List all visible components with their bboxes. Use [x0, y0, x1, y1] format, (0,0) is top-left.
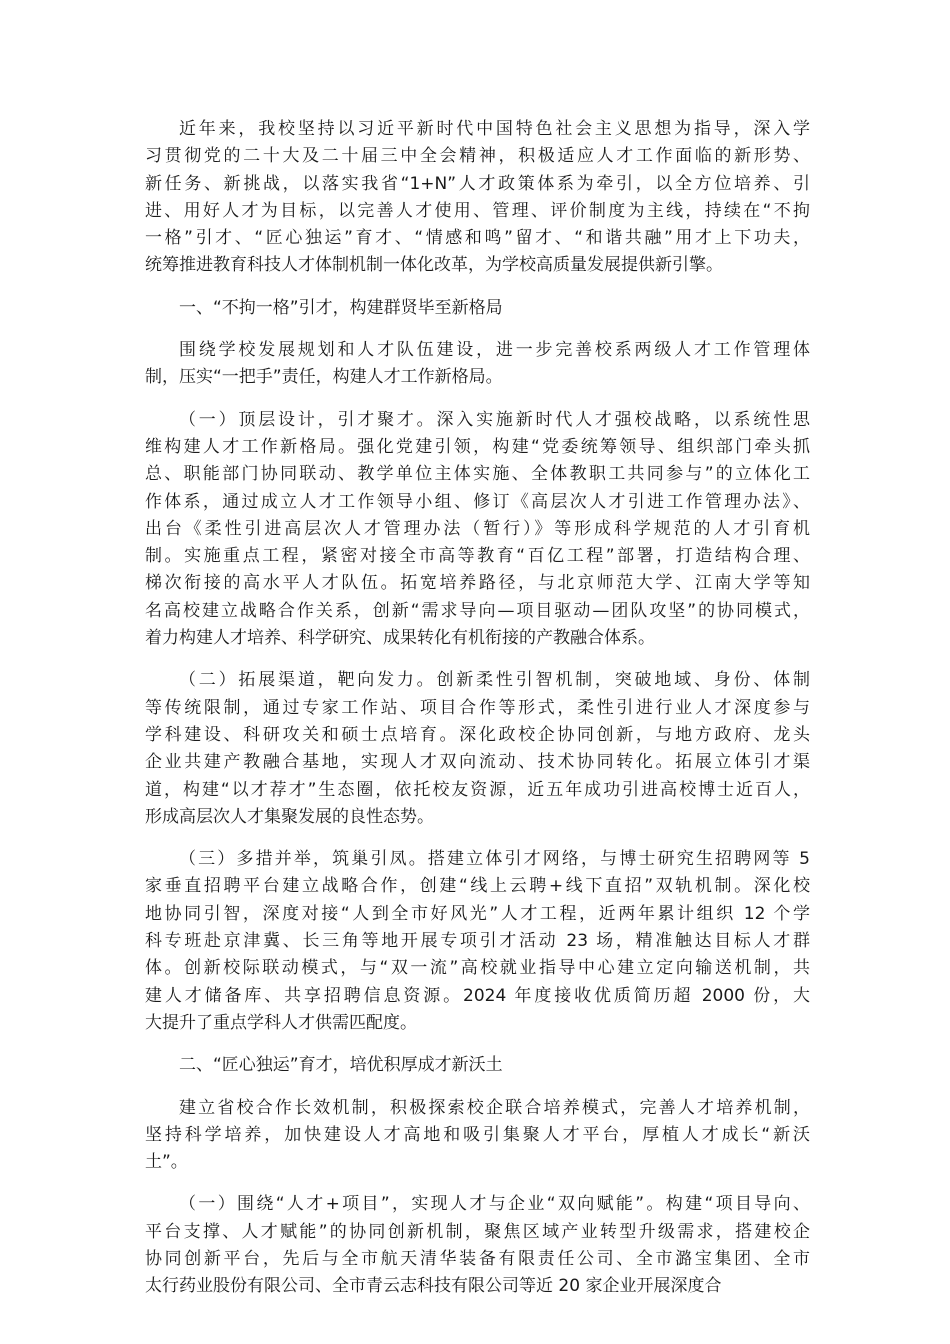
text-line: 太行药业股份有限公司、全市青云志科技有限公司等近 20 家企业开展深度合	[145, 1276, 722, 1297]
text-line: 制，压实“一把手”责任，构建人才工作新格局。	[145, 367, 503, 388]
text-line: 建立省校合作长效机制，积极探索校企联合培养模式，完善人才培养机制，	[179, 1097, 810, 1118]
text-line: 围绕学校发展规划和人才队伍建设，进一步完善校系两级人才工作管理体	[179, 340, 810, 361]
text-line: （二）拓展渠道，靶向发力。创新柔性引智机制，突破地域、身份、体制	[179, 670, 810, 691]
text-line: 近年来，我校坚持以习近平新时代中国特色社会主义思想为指导，深入学	[179, 119, 810, 139]
text-line: 统筹推进教育科技人才体制机制一体化改革，为学校高质量发展提供新引擎。	[145, 255, 723, 276]
text-line: 企业共建产教融合基地，实现人才双向流动、技术协同转化。拓展立体引才渠	[145, 752, 810, 773]
text-line: 学科建设、科研攻关和硕士点培育。深化政校企协同创新，与地方政府、龙头	[145, 724, 810, 745]
text-line: （一）顶层设计，引才聚才。深入实施新时代人才强校战略，以系统性思	[179, 409, 810, 430]
paragraph	[145, 407, 810, 653]
text-line: 进、用好人才为目标，以完善人才使用、管理、评价制度为主线，持续在“不拘	[145, 200, 810, 221]
text-line: 地协同引智，深度对接“人到全市好风光”人才工程，近两年累计组织 12 个学	[145, 903, 810, 924]
text-line: 梯次衔接的高水平人才队伍。拓宽培养路径，与北京师范大学、江南大学等知	[145, 573, 810, 594]
text-line: 作体系，通过成立人才工作领导小组、修订《高层次人才引进工作管理办法》、	[145, 491, 810, 512]
paragraph	[145, 337, 810, 392]
paragraph	[145, 116, 810, 280]
text-line: 一格”引才、“匠心独运”育才、“情感和鸣”留才、“和谐共融”用才上下功夫，	[145, 228, 810, 249]
text-line: 形成高层次人才集聚发展的良性态势。	[145, 806, 434, 827]
text-line: 坚持科学培养，加快建设人才高地和吸引集聚人才平台，厚植人才成长“新沃	[145, 1124, 810, 1145]
text-line: 二、“匠心独运”育才，培优积厚成才新沃土	[179, 1055, 503, 1076]
text-line: 科专班赴京津冀、长三角等地开展专项引才活动 23 场，精准触达目标人才群	[145, 931, 810, 952]
text-line: 习贯彻党的二十大及二十届三中全会精神，积极适应人才工作面临的新形势、	[145, 146, 810, 167]
paragraph	[145, 1095, 810, 1177]
paragraph	[145, 846, 810, 1037]
text-line: 道，构建“以才荐才”生态圈，依托校友资源，近五年成功引进高校博士近百人，	[145, 779, 810, 800]
text-line: 着力构建人才培养、科学研究、成果转化有机衔接的产教融合体系。	[145, 628, 655, 649]
text-line: 制。实施重点工程，紧密对接全市高等教育“百亿工程”部署，打造结构合理、	[145, 546, 810, 567]
text-line: 大提升了重点学科人才供需匹配度。	[145, 1012, 417, 1033]
text-line: 建人才储备库、共享招聘信息资源。2024 年度接收优质简历超 2000 份，大	[145, 985, 810, 1006]
section-heading	[145, 295, 810, 322]
paragraph	[145, 667, 810, 831]
text-line: 出台《柔性引进高层次人才管理办法（暂行）》等形成科学规范的人才引育机	[145, 518, 810, 539]
text-line: 家垂直招聘平台建立战略合作，创建“线上云聘+线下直招”双轨机制。深化校	[145, 876, 810, 897]
section-heading	[145, 1052, 810, 1079]
paragraph	[145, 1191, 810, 1300]
text-line: 平台支撑、人才赋能”的协同创新机制，聚焦区域产业转型升级需求，搭建校企	[145, 1221, 810, 1242]
text-line: 维构建人才工作新格局。强化党建引领，构建“党委统筹领导、组织部门牵头抓	[145, 436, 810, 457]
text-line: （三）多措并举，筑巢引凤。搭建立体引才网络，与博士研究生招聘网等 5	[179, 849, 810, 870]
text-line: 一、“不拘一格”引才，构建群贤毕至新格局	[179, 297, 503, 318]
text-line: 体。创新校际联动模式，与“双一流”高校就业指导中心建立定向输送机制，共	[145, 958, 810, 979]
text-line: （一）围绕“人才+项目”，实现人才与企业“双向赋能”。构建“项目导向、	[179, 1194, 810, 1215]
text-line: 等传统限制，通过专家工作站、项目合作等形式，柔性引进行业人才深度参与	[145, 697, 810, 718]
text-line: 土”。	[145, 1152, 188, 1173]
text-line: 总、职能部门协同联动、教学单位主体实施、全体教职工共同参与”的立体化工	[145, 464, 810, 485]
text-line: 新任务、新挑战，以落实我省“1+N”人才政策体系为牵引，以全方位培养、引	[145, 173, 810, 194]
text-line: 协同创新平台，先后与全市航天清华装备有限责任公司、全市潞宝集团、全市	[145, 1248, 810, 1269]
text-line: 名高校建立战略合作关系，创新“需求导向—项目驱动—团队攻坚”的协同模式，	[145, 600, 810, 621]
